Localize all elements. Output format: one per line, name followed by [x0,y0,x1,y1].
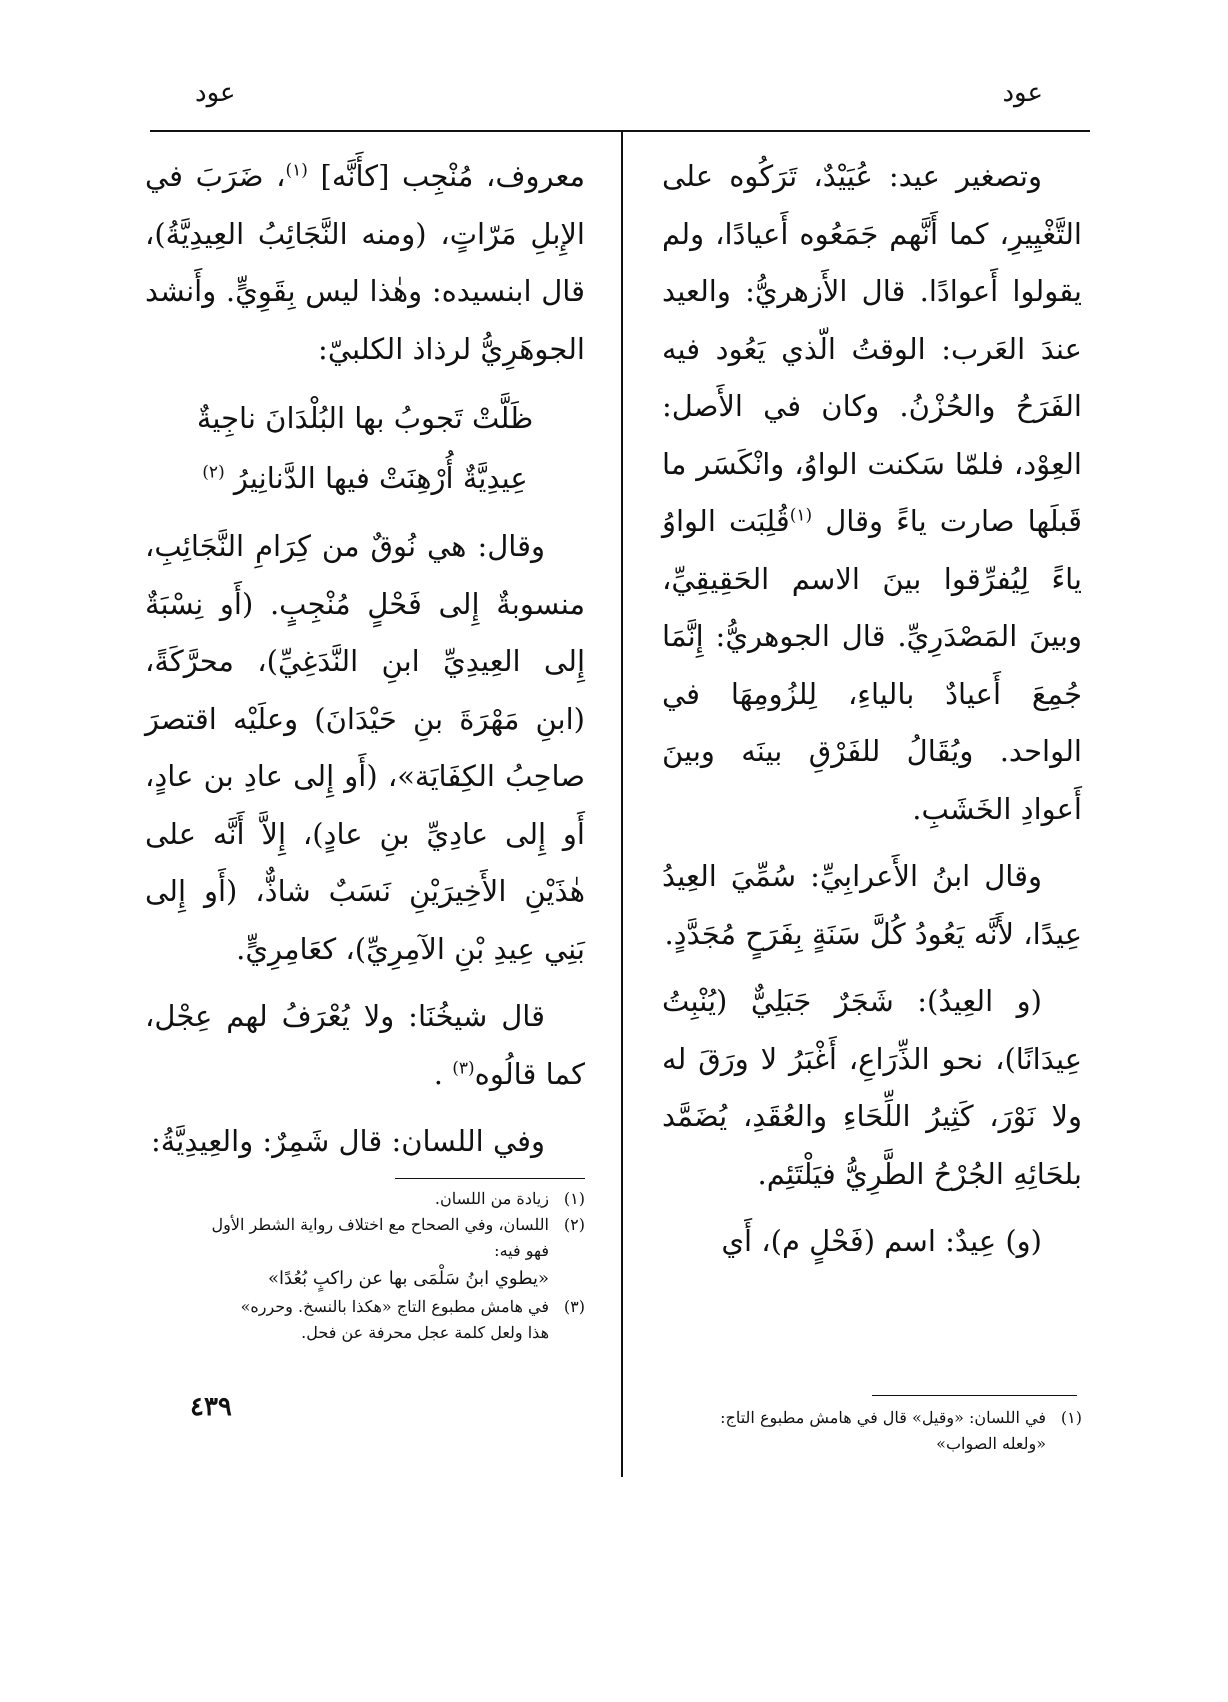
footnote-continuation: فهو فيه: [494,1241,549,1260]
footnote-ref: (٣) [452,1057,475,1078]
paragraph-text: قال شيخُنَا: ولا يُعْرَفُ لهم عِجْل، كما قالُوه [145,999,585,1091]
footnote-rule-right [872,1395,1077,1396]
footnote-verse: «يطوي ابنُ سَلْمَى بها عن راكبٍ بُعُدًا» [268,1268,549,1289]
poetry-verse [145,388,585,508]
footnote [662,1405,1082,1431]
paragraph-text: وفي اللسان: قال شَمِرٌ: والعِيدِيَّةُ: [150,1124,545,1158]
footnote [145,1294,585,1320]
footnote-text: اللسان، وفي الصحاح مع اختلاف رواية الشطر الأول [211,1215,549,1234]
paragraph-text: وقال: هي نُوقٌ من كِرَامِ النَّجَائِبِ، منسوبةٌ إِلى فَحْلٍ مُنْجِبٍ. (أَو نِسْبَةٌ إِلى العِيدِيِّ ابنِ النَّدَغِيِّ)، محرَّكَةً، (ابنِ مَهْرَةَ بنِ حَيْدَانَ) وعلَيْه اقتصرَ صاحِبُ الكِفَايَة»، (أَو إِلى عادِ بن عادٍ، أَو إِلى عادِيِّ بنِ عادٍ)، إِلاَّ أَنَّه على هٰذَيْنِ الأَخِيرَيْنِ نَسَبٌ شاذٌّ، (أَو إِلى بَنِي عِيدِ بْنِ الآمِرِيِّ)، كعَامِرِيٍّ. [145,529,585,966]
verse-text: عِيدِيَّةٌ أُرْهِنَتْ فيها الدَّنانِيرُ [233,461,528,495]
entry-paragraph [662,848,1082,963]
entry-paragraph [662,148,1082,838]
paragraph-text: (و) عِيدٌ: اسم (فَحْلٍ م)، أَي [721,1224,1042,1258]
verse-line-2 [145,448,585,508]
right-column [662,148,1082,1281]
entry-paragraph [662,1213,1082,1271]
entry-paragraph [145,1113,585,1171]
paragraph-text: معروف، مُنْجِب [كأَنَّه] [320,159,586,193]
paragraph-text: . [433,1056,444,1091]
running-head-right: عود [1002,78,1043,108]
footnote [145,1186,585,1212]
footnote-number: (٢) [563,1215,585,1234]
verse-line-1: ظَلَّتْ تَجوبُ بها البُلْدَانَ ناجِيةٌ [196,401,534,435]
footnote-ref: (١) [789,505,813,526]
footnote-continuation: هذا ولعل كلمة عجل محرفة عن فحل. [301,1323,549,1342]
footnote [145,1212,585,1238]
footnote-ref: (١) [285,160,308,181]
entry-paragraph [145,148,585,378]
footnote-text: زيادة من اللسان. [434,1189,549,1208]
footnotes-right [662,1405,1082,1457]
paragraph-text: ، ضَرَبَ في الإِبلِ مَرّاتٍ، (ومنه النَّجَائِبُ العِيدِيَّةُ)، قال ابنسيده: وهٰذا ليس بِقَوِيٍّ. وأَنشد الجوهَرِيُّ لرذاذ الكلبيّ: [145,159,585,366]
entry-paragraph [662,973,1082,1203]
footnote-ref: (٢) [202,462,225,483]
footnote-rule-left [395,1178,585,1179]
page-number: ٤٣٩ [190,1392,232,1422]
paragraph-text: (و العِيدُ): شَجَرٌ جَبَلِيٌّ (يُنْبِتُ عِيدَانًا)، نحو الذِّرَاعِ، أَغْبَرُ لا ورَقَ له ولا نَوْرَ، كَثِيرُ اللِّحَاءِ والعُقَدِ، يُضَمَّد بلحَائِهِ الجُرْحُ الطَّرِيُّ فيَلْتَئِم. [662,984,1082,1191]
entry-paragraph [145,988,585,1103]
footnote-continuation: «ولعله الصواب» [936,1434,1046,1453]
footnotes-left [145,1186,585,1346]
footnote-text: في هامش مطبوع التاج «هكذا بالنسخ. وحرره» [240,1297,549,1316]
entry-paragraph [145,518,585,978]
footnote-number: (٣) [563,1297,585,1316]
paragraph-text: وتصغير عيد: عُيَيْدٌ، تَرَكُوه على التَّغْيِيرِ، كما أَنَّهم جَمَعُوه أَعيادًا، ولم يقولوا أَعوادًا. قال الأَزهريُّ: والعيد عندَ العَرب: الوقتُ الّذي يَعُود فيه الفَرَحُ والحُزْنُ. وكان في الأَصل: العِوْد، فلمّا سَكنت الواوُ، وانْكَسَر ما قَبلَها صارت ياءً وقال [662,159,1082,538]
header-rule [150,130,1090,132]
paragraph-text: وقال ابنُ الأَعرابِيِّ: سُمِّيَ العِيدُ عِيدًا، لأَنَّه يَعُودُ كُلَّ سَنَةٍ بِفَرَحٍ مُجَدَّدٍ. [662,859,1082,951]
running-head-left: عود [195,78,236,108]
left-column [145,148,585,1181]
footnote-number: (١) [1060,1408,1082,1427]
footnote-text: في اللسان: «وقيل» قال في هامش مطبوع التاج: [720,1408,1046,1427]
paragraph-text: قُلِبَت الواوُ ياءً لِيُفرِّقوا بينَ الاسم الحَقِيقِيِّ، وبينَ المَصْدَرِيِّ. قال الجوهريُّ: إِنَّمَا جُمِعَ أَعيادٌ بالياءِ، لِلزُومِهَا في الواحد. ويُقَالُ للفَرْقِ بينَه وبينَ أَعوادِ الخَشَبِ. [662,504,1082,826]
footnote-number: (١) [563,1189,585,1208]
column-separator [621,132,623,1477]
